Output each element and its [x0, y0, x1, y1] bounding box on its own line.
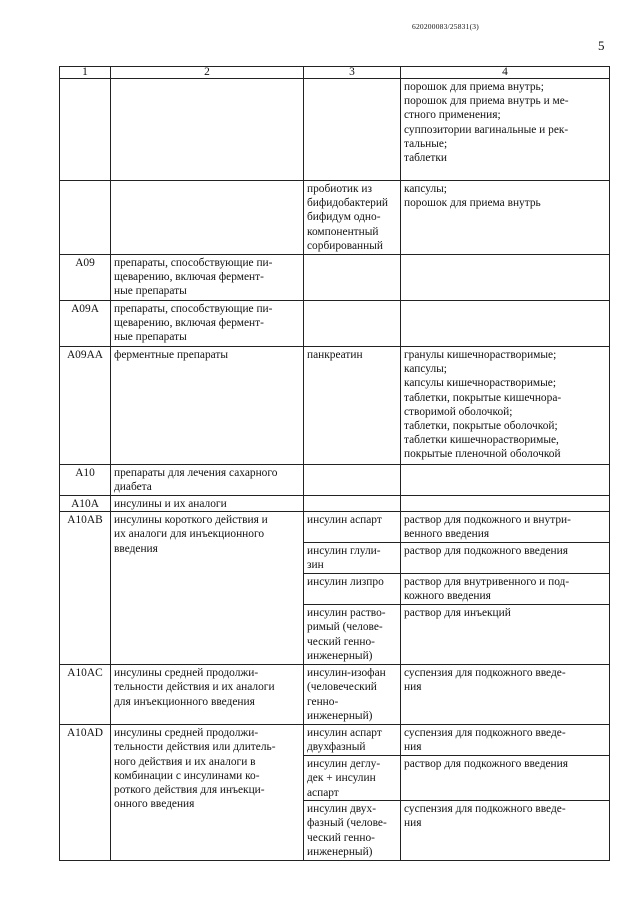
- table-header-row: [60, 67, 610, 79]
- code-cell: A10AB: [60, 512, 111, 665]
- drug-cell: инсулин глули- зин: [304, 543, 401, 574]
- dosage-form-cell: раствор для инъекций: [401, 605, 610, 665]
- drug-cell: [304, 496, 401, 512]
- column-header: 4: [401, 67, 610, 79]
- table-row: [60, 255, 610, 301]
- drug-cell: инсулин двух- фазный (челове- ческий генно- инженерный): [304, 801, 401, 861]
- code-cell: A09A: [60, 301, 111, 347]
- table-row: [60, 79, 610, 181]
- group-name-cell: препараты для лечения сахарного диабета: [111, 465, 304, 496]
- table-row: [60, 301, 610, 347]
- table-row: [60, 465, 610, 496]
- page-number: 5: [598, 38, 605, 53]
- code-cell: A10AD: [60, 725, 111, 861]
- table-row: [60, 665, 610, 725]
- code-cell: A10A: [60, 496, 111, 512]
- dosage-form-cell: [401, 496, 610, 512]
- drug-cell: инсулин лизпро: [304, 574, 401, 605]
- group-name-cell: инсулины короткого действия и их аналоги для инъекционного введения: [111, 512, 304, 665]
- group-name-cell: [111, 181, 304, 255]
- dosage-form-cell: суспензия для подкожного введе- ния: [401, 665, 610, 725]
- table-row: [60, 512, 610, 543]
- drug-cell: [304, 301, 401, 347]
- dosage-form-cell: капсулы; порошок для приема внутрь: [401, 181, 610, 255]
- column-header: 2: [111, 67, 304, 79]
- drug-cell: инсулин аспарт двухфазный: [304, 725, 401, 756]
- table-row: [60, 347, 610, 465]
- group-name-cell: инсулины и их аналоги: [111, 496, 304, 512]
- table-row: [60, 181, 610, 255]
- drug-cell: [304, 255, 401, 301]
- dosage-form-cell: [401, 255, 610, 301]
- dosage-form-cell: гранулы кишечнорастворимые; капсулы; капсулы кишечнорастворимые; таблетки, покрытые кишечнора- створимой оболочкой; таблетки, покрытые оболочкой; таблетки кишечнорастворимые, покрытые пленочной оболочкой: [401, 347, 610, 465]
- drug-cell: инсулин деглу- дек + инсулин аспарт: [304, 756, 401, 801]
- group-name-cell: [111, 79, 304, 181]
- group-name-cell: инсулины средней продолжи- тельности действия или длитель- ного действия и их аналоги в комбинации с инсулинами ко- роткого действия для инъекци- онного введения: [111, 725, 304, 861]
- drug-cell: пробиотик из бифидобактерий бифидум одно- компонентный сорбированный: [304, 181, 401, 255]
- dosage-form-cell: [401, 465, 610, 496]
- dosage-form-cell: порошок для приема внутрь; порошок для приема внутрь и ме- стного применения; суппозитории вагинальные и рек- тальные; таблетки: [401, 79, 610, 181]
- drug-table: [59, 66, 610, 861]
- group-name-cell: препараты, способствующие пи- щеварению, включая фермент- ные препараты: [111, 255, 304, 301]
- drug-cell: [304, 465, 401, 496]
- dosage-form-cell: [401, 301, 610, 347]
- document-id: 620200083/25831(3): [412, 22, 479, 31]
- dosage-form-cell: суспензия для подкожного введе- ния: [401, 725, 610, 756]
- code-cell: [60, 79, 111, 181]
- dosage-form-cell: раствор для подкожного введения: [401, 756, 610, 801]
- table-row: [60, 496, 610, 512]
- dosage-form-cell: суспензия для подкожного введе- ния: [401, 801, 610, 861]
- group-name-cell: ферментные препараты: [111, 347, 304, 465]
- group-name-cell: препараты, способствующие пи- щеварению, включая фермент- ные препараты: [111, 301, 304, 347]
- table-row: [60, 725, 610, 756]
- group-name-cell: инсулины средней продолжи- тельности действия и их аналоги для инъекционного введения: [111, 665, 304, 725]
- column-header: 3: [304, 67, 401, 79]
- code-cell: A10AC: [60, 665, 111, 725]
- drug-cell: инсулин раство- римый (челове- ческий генно- инженерный): [304, 605, 401, 665]
- drug-cell: инсулин аспарт: [304, 512, 401, 543]
- code-cell: A09: [60, 255, 111, 301]
- dosage-form-cell: раствор для подкожного введения: [401, 543, 610, 574]
- drug-cell: инсулин-изофан (человеческий генно- инженерный): [304, 665, 401, 725]
- code-cell: A10: [60, 465, 111, 496]
- dosage-form-cell: раствор для подкожного и внутри- венного введения: [401, 512, 610, 543]
- code-cell: A09AA: [60, 347, 111, 465]
- drug-cell: [304, 79, 401, 181]
- column-header: 1: [60, 67, 111, 79]
- dosage-form-cell: раствор для внутривенного и под- кожного введения: [401, 574, 610, 605]
- drug-cell: панкреатин: [304, 347, 401, 465]
- code-cell: [60, 181, 111, 255]
